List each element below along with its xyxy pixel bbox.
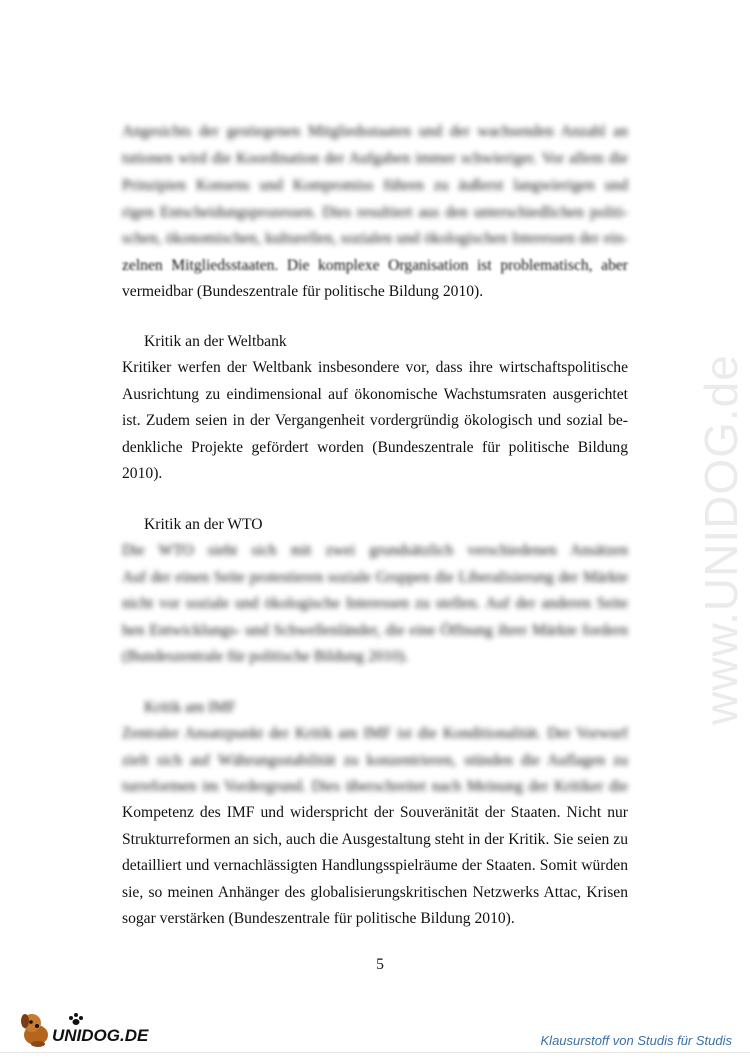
text-line: Kritiker werfen der Weltbank insbesondere vor, dass ihre wirtschaftspolitische xyxy=(122,359,628,376)
text-line: 2010). xyxy=(122,465,163,482)
footer-divider xyxy=(0,1052,750,1053)
section-heading-weltbank: Kritik an der Weltbank xyxy=(144,333,287,350)
blurred-line: Die WTO sieht sich mit zwei grundsätzlich verschiedenen Ansätzen xyxy=(122,542,628,559)
blurred-line: Auf der einen Seite protestieren soziale Gruppen die Liberalisierung der Märkte xyxy=(122,569,628,586)
blurred-line: Angesichts der gestiegenen Mitgliedsstaaten und der wachsenden Anzahl an xyxy=(122,123,628,140)
unidog-logo xyxy=(16,1008,156,1050)
section-heading-imf: Kritik am IMF xyxy=(144,699,236,716)
blurred-line: tutionen wird die Koordination der Aufgaben immer schwieriger. Vor allem die xyxy=(122,150,628,167)
blurred-line: rigen Entscheidungsprozessen. Dies resultiert aus den unterschiedlichen politi- xyxy=(122,204,628,221)
text-line: Ausrichtung zu eindimensional auf ökonomische Wachstumsraten ausgerichtet xyxy=(122,386,628,403)
blurred-line: zielt sich auf Währungsstabilität zu konzentrieren, stünden die Auflagen zu xyxy=(122,752,628,769)
text-line: Kompetenz des IMF und widerspricht der Souveränität der Staaten. Nicht nur xyxy=(122,804,628,821)
blurred-line: turreformen im Vordergrund. Dies überschreitet nach Meinung der Kritiker die xyxy=(122,778,628,795)
blurred-line: hen Entwicklungs- und Schwellenländer, die eine Öffnung ihrer Märkte fordern xyxy=(122,622,628,639)
text-line: sogar verstärken (Bundeszentrale für politische Bildung 2010). xyxy=(122,910,515,927)
text-line: Strukturreformen an sich, auch die Ausgestaltung steht in der Kritik. Sie seien zu xyxy=(122,831,628,848)
blurred-line: Prinzipien Konsens und Kompromiss führen zu äußerst langwierigen und xyxy=(122,177,628,194)
page-number: 5 xyxy=(376,956,384,973)
blurred-line: nicht vor soziale und ökologische Interessen zu stellen. Auf der anderen Seite xyxy=(122,595,628,612)
logo-text: UNIDOG.DE xyxy=(52,1026,149,1045)
text-line: detailliert und vernachlässigten Handlungsspielräume der Staaten. Somit würden xyxy=(122,857,628,874)
section-heading-wto: Kritik an der WTO xyxy=(144,516,263,533)
watermark: www.UNIDOG.de xyxy=(695,354,747,725)
footer-tagline: Klausurstoff von Studis für Studis xyxy=(540,1033,732,1048)
text-line: vermeidbar (Bundeszentrale für politische Bildung 2010). xyxy=(122,283,484,300)
partially-blurred-line: zelnen Mitgliedsstaaten. Die komplexe Organisation ist problematisch, aber xyxy=(122,257,628,274)
blurred-line: (Bundeszentrale für politische Bildung 2010). xyxy=(122,648,409,665)
text-line: ist. Zudem seien in der Vergangenheit vordergründig ökologisch und sozial be- xyxy=(122,412,628,429)
text-line: denkliche Projekte gefördert worden (Bundeszentrale für politische Bildung xyxy=(122,439,628,456)
blurred-line: schen, ökonomischen, kulturellen, sozialen und ökologischen Interessen der ein- xyxy=(122,230,628,247)
blurred-line: Zentraler Ansatzpunkt der Kritik am IMF ist die Konditionalität. Der Vorwurf xyxy=(122,725,628,742)
dog-icon xyxy=(16,1008,156,1050)
text-line: sie, so meinen Anhänger des globalisierungskritischen Netzwerks Attac, Krisen xyxy=(122,884,628,901)
